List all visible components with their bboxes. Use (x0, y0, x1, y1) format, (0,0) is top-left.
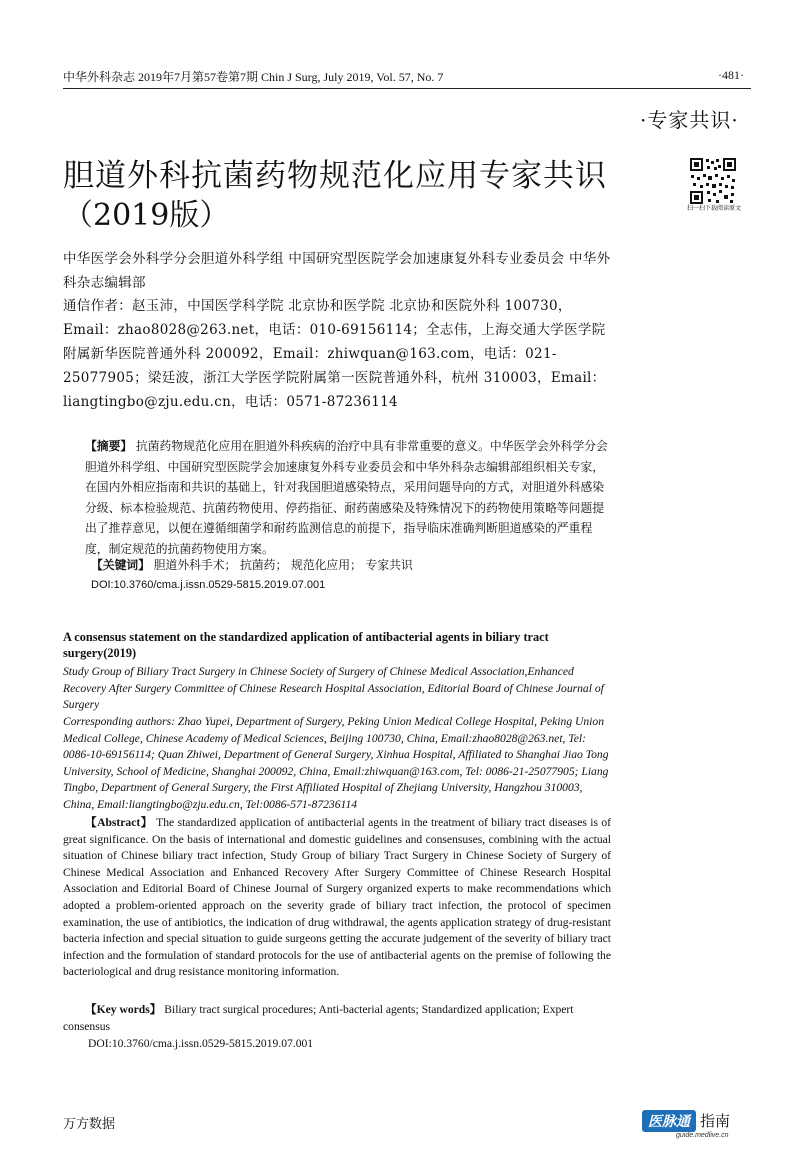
qr-code-icon[interactable] (689, 157, 737, 205)
english-abstract-text: The standardized application of antibacterial agents in the treatment of biliary tract diseases is of great significance. On the basis of international and domestic guidelines and consensuses, combining with the actual situation of Chinese biliary tract infection, Study Group of biliary Tract Surgery in Chinese Society of Surgery of Chinese Medical Association and Enhanced Recovery After Surgery Committee of Chinese Research Hospital Association and Editorial Board of Chinese Journal of Surgery organized experts to make recommendations which adopted a problem-oriented approach on the severity grade of biliary tract infection, the protocol of specimen examination, the use of antibiotics, the indication of drug withdrawal, the agents application strategy of drug-resistant bacteria infection and special situation to guide surgeons getting the accurate judgement of the severity of biliary tract infection and the formulation of standard protocols for the use of antibacterial agents on the premise of following the bacteriological and drug resistance monitoring information. (63, 816, 612, 979)
english-keywords-text: Biliary tract surgical procedures; Anti-bacterial agents; Standardized application; Expert consensus (63, 1003, 574, 1033)
keywords-cn-text: 胆道外科手术； 抗菌药； 规范化应用； 专家共识 (153, 558, 413, 572)
abstract-cn (85, 436, 610, 559)
medlive-logo[interactable] (642, 1110, 730, 1132)
header-rule (63, 88, 751, 89)
abstract-cn-text: 抗菌药物规范化应用在胆道外科疾病的治疗中具有非常重要的意义。中华医学会外科学分会胆道外科学组、中国研究型医院学会加速康复外科专业委员会和中华外科杂志编辑部组织相关专家，在国内外相应指南和共识的基础上，针对我国胆道感染特点，采用问题导向的方式，对胆道外科感染分级、标本检验规范、抗菌药物使用、停药指征、耐药菌感染及特殊情况下的药物使用策略等问题提出了推荐意见，以便在遵循细菌学和耐药监测信息的前提下，指导临床准确判断胆道感染的严重程度，制定规范的抗菌药物使用方案。 (85, 439, 608, 556)
page-number: ·481· (718, 68, 744, 82)
abstract-cn-label: 【摘要】 (85, 439, 133, 453)
corresponding-authors-cn: 通信作者：赵玉沛，中国医学科学院 北京协和医学院 北京协和医院外科 100730，Email：zhao8028@263.net，电话：010-69156114；全志伟，上海交通大学医学院附属新华医院普通外科 200092，Email：zhiwquan@163.com，电话：021-25077905；梁廷波，浙江大学医学院附属第一医院普通外科，杭州 310003，Email：liangtingbo@zju.edu.cn，电话：0571-87236114 (63, 298, 606, 410)
section-tag: ·专家共识· (640, 108, 739, 132)
english-author-groups: Study Group of Biliary Tract Surgery in Chinese Society of Surgery of Chinese Medical Association,Enhanced Recovery After Surgery Committee of Chinese Research Hospital Association, Editorial Board of Chinese Journal of Surgery (63, 665, 604, 712)
english-keywords-label: 【Key words】 (85, 1003, 162, 1016)
logo-url[interactable]: guide.medlive.cn (676, 1132, 729, 1139)
english-doi[interactable]: DOI:10.3760/cma.j.issn.0529-5815.2019.07.001 (88, 1037, 314, 1050)
keywords-cn (91, 556, 413, 573)
article-title-line2: （2019版） (63, 198, 230, 233)
english-abstract-label: 【Abstract】 (85, 816, 153, 829)
english-title: A consensus statement on the standardized application of antibacterial agents in biliary tract surgery(2019) (63, 630, 549, 660)
english-corresponding-authors: Corresponding authors: Zhao Yupei, Department of Surgery, Peking Union Medical College Hospital, Peking Union Medical College, Chinese Academy of Medical Sciences, Beijing 100730, China, Email:zhao8028@263.net, Tel: 0086-10-69156114; Quan Zhiwei, Department of General Surgery, Xinhua Hospital, Affiliated to Shanghai Jiao Tong University, School of Medicine, Shanghai 200092, China, Email:zhiwquan@163.com, Tel: 0086-21-25077905; Liang Tingbo, Department of General Surgery, the First Affiliated Hospital of Zhejiang University, Hangzhou 310003, China, Email:liangtingbo@zju.edu.cn, Tel:0086-571-87236114 (63, 715, 609, 811)
keywords-cn-label: 【关键词】 (91, 558, 150, 572)
journal-header: 中华外科杂志 2019年7月第57卷第7期 Chin J Surg, July 2019, Vol. 57, No. 7 (63, 70, 444, 84)
logo-zhi: 指南 (700, 1113, 731, 1130)
doi-cn[interactable]: DOI:10.3760/cma.j.issn.0529-5815.2019.07.001 (91, 579, 326, 591)
qr-caption: 扫一扫下载阅读原文 (686, 206, 741, 212)
article-title-line1: 胆道外科抗菌药物规范化应用专家共识 (63, 158, 607, 194)
footer-source: 万方数据 (63, 1117, 116, 1132)
english-keywords (63, 1002, 611, 1035)
logo-text: 医脉通 (642, 1110, 696, 1132)
english-abstract (63, 815, 611, 981)
author-groups: 中华医学会外科学分会胆道外科学组 中国研究型医院学会加速康复外科专业委员会 中华外科杂志编辑部 (63, 251, 611, 291)
